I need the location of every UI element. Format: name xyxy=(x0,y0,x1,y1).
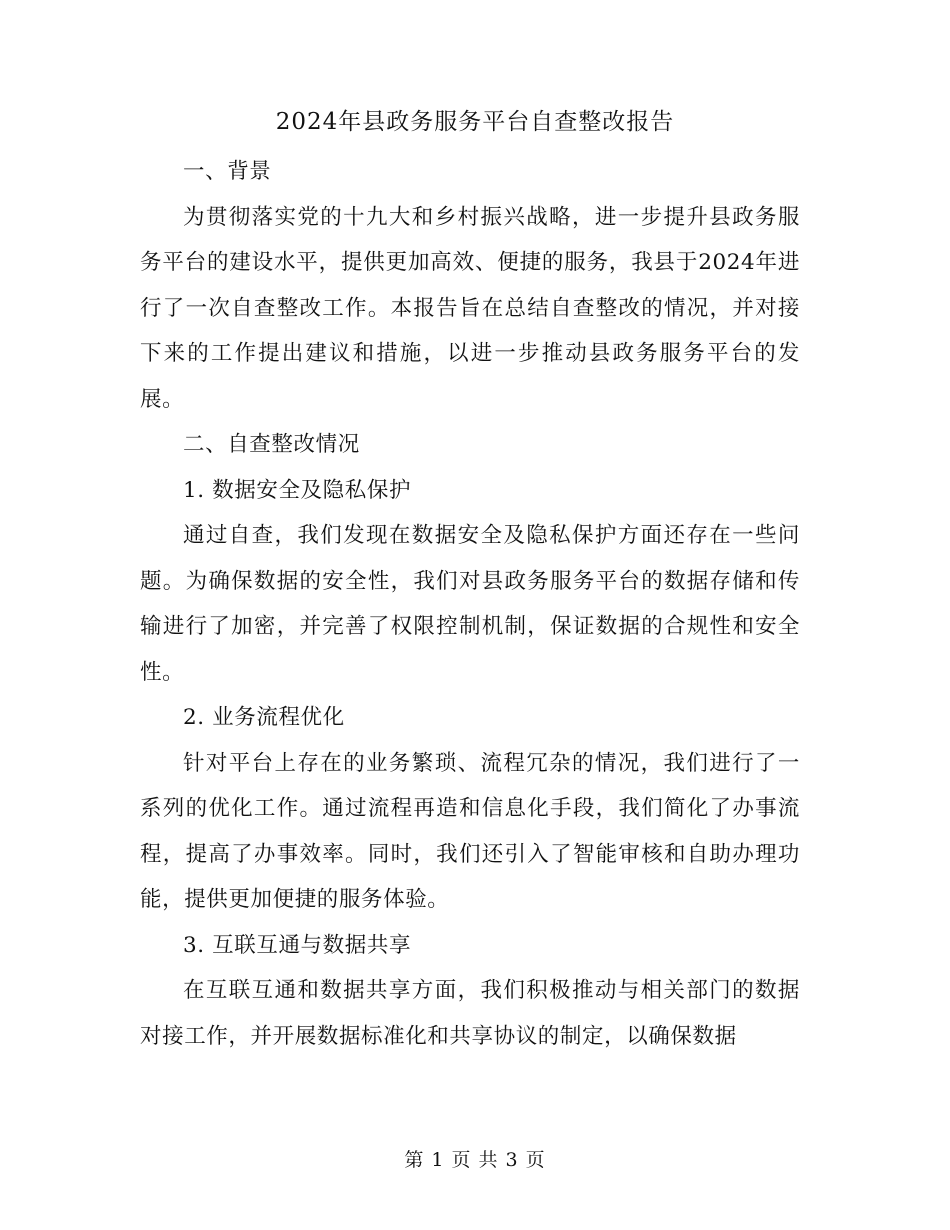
section-heading-self-inspection: 二、自查整改情况 xyxy=(183,432,360,457)
paragraph-interconnection: 在互联互通和数据共享方面，我们积极推动与相关部门的数据对接工作，并开展数据标准化和共享协议的制定，以确保数据 xyxy=(140,978,800,1049)
page-number-footer: 第 1 页 共 3 页 xyxy=(404,1149,546,1171)
document-body xyxy=(140,149,800,1059)
document-title: 2024年县政务服务平台自查整改报告 xyxy=(275,109,675,135)
section-heading-background: 一、背景 xyxy=(183,159,272,184)
paragraph-process-optimization: 针对平台上存在的业务繁琐、流程冗杂的情况，我们进行了一系列的优化工作。通过流程再造和信息化手段，我们简化了办事流程，提高了办事效率。同时，我们还引入了智能审核和自助办理功能，提供更加便捷的服务体验。 xyxy=(140,750,800,912)
subheading-data-security: 1. 数据安全及隐私保护 xyxy=(183,477,412,503)
subheading-interconnection: 3. 互联互通与数据共享 xyxy=(183,932,412,958)
paragraph-background: 为贯彻落实党的十九大和乡村振兴战略，进一步提升县政务服务平台的建设水平，提供更加高效、便捷的服务，我县于2024年进行了一次自查整改工作。本报告旨在总结自查整改的情况，并对接下来的工作提出建议和措施，以进一步推动县政务服务平台的发展。 xyxy=(140,204,800,412)
paragraph-data-security: 通过自查，我们发现在数据安全及隐私保护方面还存在一些问题。为确保数据的安全性，我们对县政务服务平台的数据存储和传输进行了加密，并完善了权限控制机制，保证数据的合规性和安全性。 xyxy=(140,523,800,685)
subheading-process-optimization: 2. 业务流程优化 xyxy=(183,705,345,730)
